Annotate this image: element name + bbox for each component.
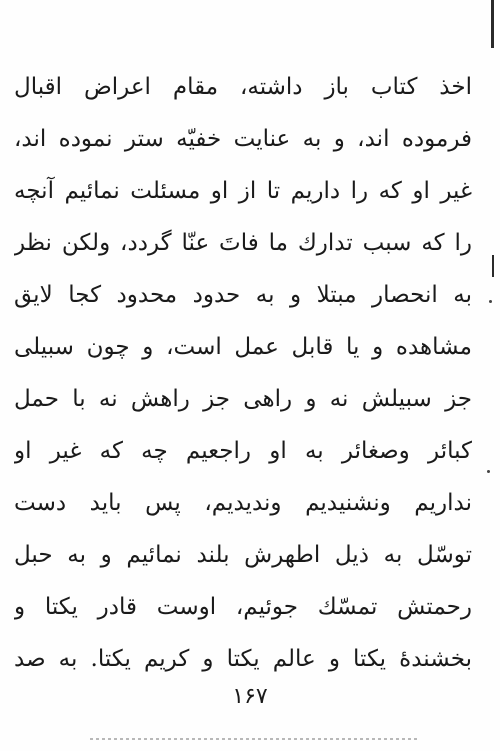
text-line: جز سبیلش نه و راهی جز راهش نه با حمل [14,386,472,412]
text-line: فرموده اند، و به عنایت خفیّه ستر نموده اند، [14,126,472,152]
text-line: غیر او که را داریم تا از او مسئلت نمائیم آنچه [14,178,472,204]
text-line: کبائر وصغائر به او راجعیم چه که غیر او [14,438,472,464]
text-line: توسّل به ذیل اطهرش بلند نمائیم و به حبل [14,542,472,568]
scan-noise [90,738,420,740]
text-line: اخذ کتاب باز داشته، مقام اعراض اقبال [14,74,472,100]
page-edge-mark-lower [492,255,494,277]
page-number: ۱۶۷ [232,684,268,709]
body-text [14,61,472,685]
text-line: را که سبب تدارك ما فاتَ عنّا گردد، ولکن نظر [14,230,472,256]
text-line: رحمتش تمسّك جوئیم، اوست قادر یکتا و [14,594,472,620]
page-edge-mark [491,0,494,48]
scan-speck [487,470,490,473]
scan-speck [489,300,492,303]
text-line: مشاهده و یا قابل عمل است، و چون سبیلی [14,334,472,360]
text-line: به انحصار مبتلا و به حدود محدود کجا لایق [14,282,472,308]
text-line: نداریم ونشنیدیم وندیدیم، پس باید دست [14,490,472,516]
text-line: بخشندهٔ یکتا و عالم یکتا و کریم یکتا. به صد [14,646,472,672]
